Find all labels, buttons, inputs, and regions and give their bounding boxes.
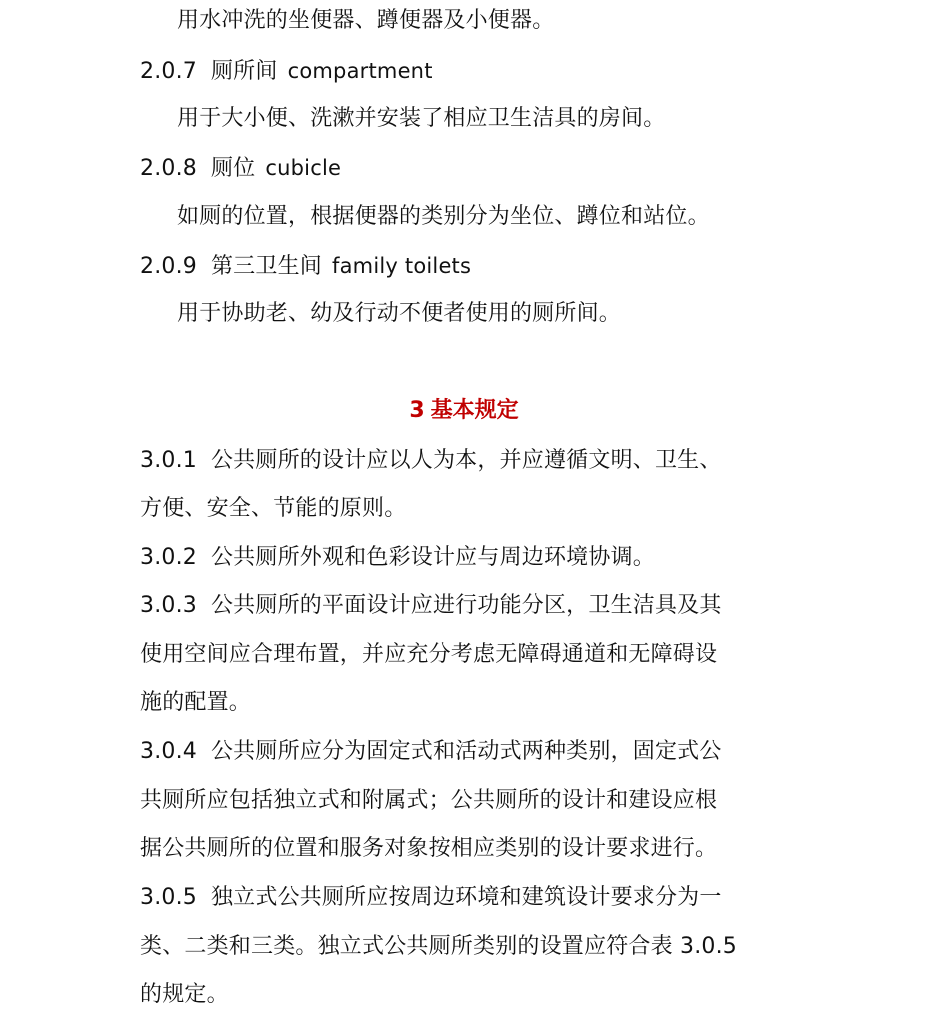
clause-3-0-4-line-1 [140,737,722,767]
clause-3-0-4-line-2: 共厕所应包括独立式和附属式；公共厕所的设计和建设应根 [140,788,718,813]
clause-3-0-5-line-2: 类、二类和三类。独立式公共厕所类别的设置应符合表 3.0.5 [140,934,737,959]
clause-3-0-1-line-2: 方便、安全、节能的原则。 [140,496,407,521]
clause-number: 3.0.3 [140,593,197,618]
clause-3-0-3-line-3: 施的配置。 [140,690,252,715]
clause-text: 公共厕所的平面设计应进行功能分区，卫生洁具及其 [210,593,722,618]
clause-text: 公共厕所应分为固定式和活动式两种类别，固定式公 [210,739,722,764]
definition-text-continued: 用水冲洗的坐便器、蹲便器及小便器。 [177,8,555,33]
clause-3-0-1-line-1 [140,446,722,476]
clause-3-0-3-line-1 [140,591,722,621]
clause-number: 3.0.2 [140,545,197,570]
section-number: 3 [409,398,425,423]
term-number: 2.0.8 [140,156,197,181]
term-2-0-8 [140,153,341,184]
term-number: 2.0.9 [140,254,197,279]
clause-3-0-5-line-1 [140,883,722,913]
clause-text: 公共厕所的设计应以人为本，并应遵循文明、卫生、 [210,448,722,473]
definition-2-0-9: 用于协助老、幼及行动不便者使用的厕所间。 [177,301,622,326]
term-english: cubicle [265,156,342,180]
section-heading [0,396,928,426]
term-english: compartment [287,59,433,83]
clause-3-0-5-line-3: 的规定。 [140,982,229,1007]
clause-number: 3.0.4 [140,739,197,764]
clause-number: 3.0.5 [140,885,197,910]
term-english: family toilets [332,254,472,278]
term-chinese: 第三卫生间 [210,254,322,279]
section-title: 基本规定 [430,398,519,423]
term-chinese: 厕所间 [210,59,278,84]
clause-text: 独立式公共厕所应按周边环境和建筑设计要求分为一 [210,885,722,910]
term-number: 2.0.7 [140,59,197,84]
term-2-0-9 [140,251,471,282]
term-2-0-7 [140,56,433,87]
clause-number: 3.0.1 [140,448,197,473]
clause-text: 公共厕所外观和色彩设计应与周边环境协调。 [210,545,655,570]
term-chinese: 厕位 [210,156,256,181]
clause-3-0-4-line-3: 据公共厕所的位置和服务对象按相应类别的设计要求进行。 [140,836,718,861]
definition-2-0-7: 用于大小便、洗漱并安装了相应卫生洁具的房间。 [177,106,666,131]
definition-2-0-8: 如厕的位置，根据便器的类别分为坐位、蹲位和站位。 [177,204,710,229]
clause-3-0-3-line-2: 使用空间应合理布置，并应充分考虑无障碍通道和无障碍设 [140,642,718,667]
clause-3-0-2-line-1 [140,543,655,573]
